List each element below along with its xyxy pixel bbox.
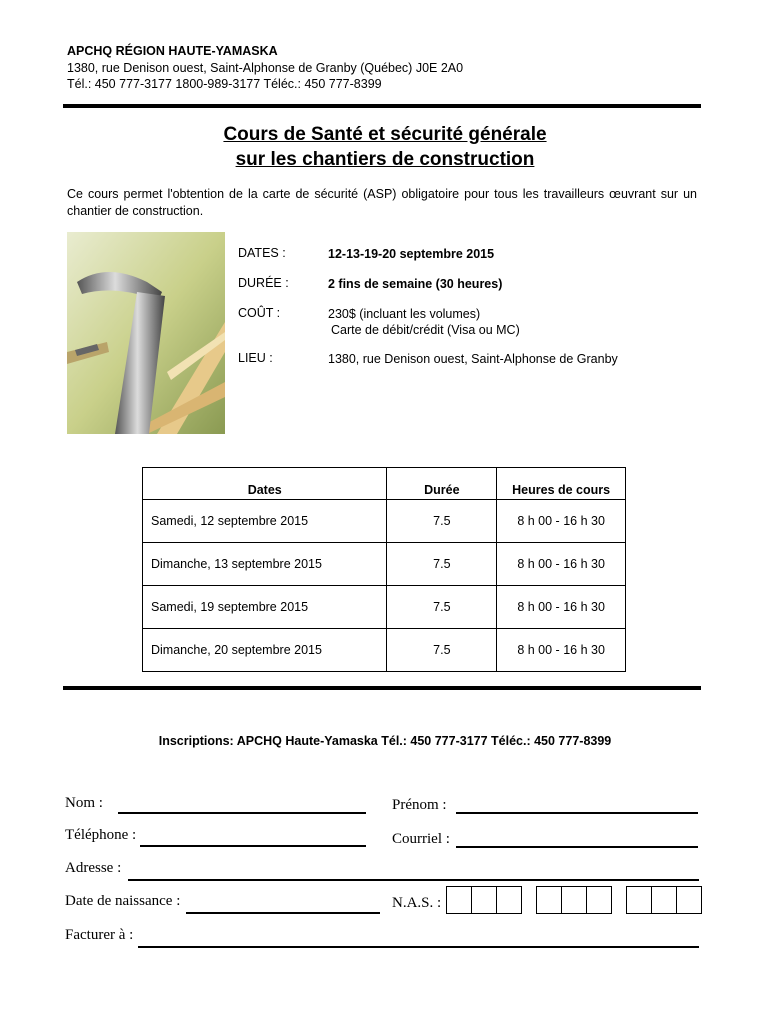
title-line-1: Cours de Santé et sécurité générale <box>223 124 547 145</box>
table-row <box>143 586 626 629</box>
cell-heures: 8 h 00 - 16 h 30 <box>497 629 626 672</box>
title-line-2: sur les chantiers de construction <box>235 149 535 170</box>
table-row <box>143 629 626 672</box>
prenom-label: Prénom : <box>392 797 447 813</box>
adresse-field[interactable] <box>128 879 699 881</box>
nas-group-2[interactable] <box>536 886 612 914</box>
dates-label: DATES : <box>238 246 286 260</box>
cell-date: Dimanche, 20 septembre 2015 <box>143 629 387 672</box>
lieu-label: LIEU : <box>238 351 273 365</box>
table-row <box>143 543 626 586</box>
cell-duree: 7.5 <box>387 629 497 672</box>
naissance-label: Date de naissance : <box>65 893 181 909</box>
cell-heures: 8 h 00 - 16 h 30 <box>497 500 626 543</box>
header-rule <box>63 104 701 108</box>
naissance-field[interactable] <box>186 912 380 914</box>
cell-date: Samedi, 12 septembre 2015 <box>143 500 387 543</box>
dates-value: 12-13-19-20 septembre 2015 <box>328 247 495 261</box>
cell-date: Dimanche, 13 septembre 2015 <box>143 543 387 586</box>
nom-field[interactable] <box>118 812 366 814</box>
courriel-field[interactable] <box>456 846 698 848</box>
intro-text: Ce cours permet l'obtention de la carte de sécurité (ASP) obligatoire pour tous les travailleurs œuvrant sur un chantier de construction. <box>67 187 697 218</box>
facturer-field[interactable] <box>138 946 699 948</box>
table-header-row <box>143 468 626 500</box>
col-header-duree: Durée <box>387 468 497 500</box>
cout-label: COÛT : <box>238 306 281 320</box>
table-row <box>143 500 626 543</box>
cell-duree: 7.5 <box>387 586 497 629</box>
adresse-label: Adresse : <box>65 860 122 876</box>
hammer-photo <box>67 232 225 434</box>
cell-date: Samedi, 19 septembre 2015 <box>143 586 387 629</box>
cell-duree: 7.5 <box>387 543 497 586</box>
cout-value-2: Carte de débit/crédit (Visa ou MC) <box>331 323 520 337</box>
courriel-label: Courriel : <box>392 831 450 847</box>
duree-label: DURÉE : <box>238 276 289 290</box>
telephone-label: Téléphone : <box>65 827 137 843</box>
org-phones: Tél.: 450 777-3177 1800-989-3177 Téléc.: 450 777-8399 <box>67 77 382 91</box>
schedule-table <box>142 467 626 672</box>
cell-heures: 8 h 00 - 16 h 30 <box>497 543 626 586</box>
lieu-value: 1380, rue Denison ouest, Saint-Alphonse de Granby <box>328 352 618 366</box>
prenom-field[interactable] <box>456 812 698 814</box>
cell-heures: 8 h 00 - 16 h 30 <box>497 586 626 629</box>
nas-group-3[interactable] <box>626 886 702 914</box>
telephone-field[interactable] <box>140 845 366 847</box>
section-rule <box>63 686 701 690</box>
nas-label: N.A.S. : <box>392 895 442 911</box>
inscriptions-line: Inscriptions: APCHQ Haute-Yamaska Tél.: 450 777-3177 Téléc.: 450 777-8399 <box>158 734 612 748</box>
nom-label: Nom : <box>65 795 103 811</box>
nas-group-1[interactable] <box>446 886 522 914</box>
facturer-label: Facturer à : <box>65 927 134 943</box>
duree-value: 2 fins de semaine (30 heures) <box>328 277 503 291</box>
col-header-heures: Heures de cours <box>497 468 626 500</box>
org-address: 1380, rue Denison ouest, Saint-Alphonse de Granby (Québec) J0E 2A0 <box>67 61 464 75</box>
col-header-dates: Dates <box>143 468 387 500</box>
cell-duree: 7.5 <box>387 500 497 543</box>
org-name: APCHQ RÉGION HAUTE-YAMASKA <box>67 44 278 58</box>
cout-value-1: 230$ (incluant les volumes) <box>328 307 481 321</box>
